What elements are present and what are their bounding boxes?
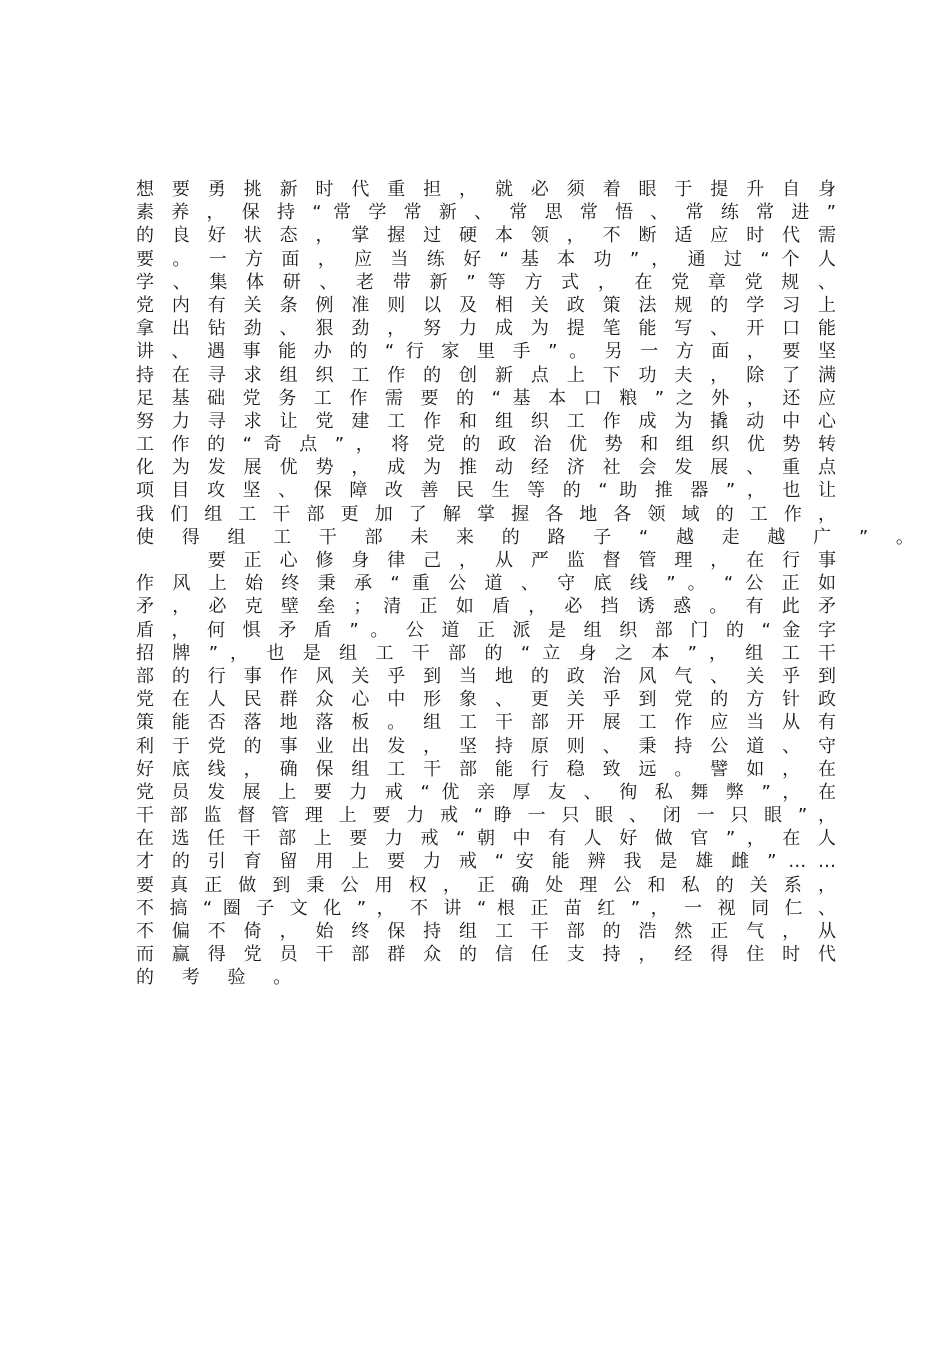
text-line: 努 力 寻 求 让 党 建 工 作 和 组 织 工 作 成 为 撬 动 中 心	[136, 410, 836, 432]
text-line: 才 的 引 育 留 用 上 要 力 戒 “ 安 能 辨 我 是 雄 雌 ” … …	[136, 851, 836, 873]
text-line: 党 内 有 关 条 例 准 则 以 及 相 关 政 策 法 规 的 学 习 上	[136, 294, 836, 316]
text-line: 不 搞 “ 圈 子 文 化 ” ， 不 讲 “ 根 正 苗 红 ” ， 一 视 同 仁 、	[136, 897, 836, 919]
text-line: 好 底 线 ， 确 保 组 工 干 部 能 行 稳 致 远 。 譬 如 ， 在	[136, 758, 836, 780]
text-line: 作 风 上 始 终 秉 承 “ 重 公 道 、 守 底 线 ” 。 “ 公 正 如	[136, 573, 836, 595]
text-line: 而 赢 得 党 员 干 部 群 众 的 信 任 支 持 ， 经 得 住 时 代	[136, 944, 836, 966]
text-line: 利 于 党 的 事 业 出 发 ， 坚 持 原 则 、 秉 持 公 道 、 守	[136, 735, 836, 757]
text-line: 招 牌 ” ， 也 是 组 工 干 部 的 “ 立 身 之 本 ” ， 组 工 干	[136, 642, 836, 664]
text-line: 想 要 勇 挑 新 时 代 重 担 ， 就 必 须 着 眼 于 提 升 自 身	[136, 179, 836, 200]
text-line: 足 基 础 党 务 工 作 需 要 的 “ 基 本 口 粮 ” 之 外 ， 还 应	[136, 387, 836, 409]
text-line: 拿 出 钻 劲 、 狠 劲 ， 努 力 成 为 提 笔 能 写 、 开 口 能	[136, 318, 836, 340]
text-line: 在 选 任 干 部 上 要 力 戒 “ 朝 中 有 人 好 做 官 ” ， 在 人	[136, 828, 836, 850]
text-line: 策 能 否 落 地 落 板 。 组 工 干 部 开 展 工 作 应 当 从 有	[136, 712, 836, 734]
text-line: 项 目 攻 坚 、 保 障 改 善 民 生 等 的 “ 助 推 器 ” ， 也 让	[136, 480, 836, 502]
text-line: 讲 、 遇 事 能 办 的 “ 行 家 里 手 ” 。 另 一 方 面 ， 要 坚	[136, 341, 836, 363]
text-line: 党 员 发 展 上 要 力 戒 “ 优 亲 厚 友 、 徇 私 舞 弊 ” ， 在	[136, 781, 836, 803]
text-line: 矛 ， 必 克 壁 垒 ； 清 正 如 盾 ， 必 挡 诱 惑 。 有 此 矛	[136, 596, 836, 618]
text-line: 干 部 监 督 管 理 上 要 力 戒 “ 睁 一 只 眼 、 闭 一 只 眼 ” ，	[136, 805, 836, 827]
text-line: 部 的 行 事 作 风 关 乎 到 当 地 的 政 治 风 气 、 关 乎 到	[136, 665, 836, 687]
text-line: 不 偏 不 倚 ， 始 终 保 持 组 工 干 部 的 浩 然 正 气 ， 从	[136, 921, 836, 942]
text-line: 盾 ， 何 惧 矛 盾 ” 。 公 道 正 派 是 组 织 部 门 的 “ 金 字	[136, 619, 836, 641]
text-line: 的 良 好 状 态 ， 掌 握 过 硬 本 领 ， 不 断 适 应 时 代 需	[136, 225, 836, 247]
paragraph-end-line: 使 得 组 工 干 部 未 来 的 路 子 “ 越 走 越 广 ” 。	[136, 526, 925, 548]
text-line: 持 在 寻 求 组 织 工 作 的 创 新 点 上 下 功 夫 ， 除 了 满	[136, 364, 836, 386]
text-line: 学 、 集 体 研 、 老 带 新 ” 等 方 式 ， 在 党 章 党 规 、	[136, 271, 836, 293]
text-line: 我 们 组 工 干 部 更 加 了 解 掌 握 各 地 各 领 域 的 工 作 ，	[136, 503, 836, 525]
text-line: 化 为 发 展 优 势 ， 成 为 推 动 经 济 社 会 发 展 、 重 点	[136, 457, 836, 479]
body-text	[136, 178, 925, 990]
text-line: 工 作 的 “ 奇 点 ” ， 将 党 的 政 治 优 势 和 组 织 优 势 转	[136, 434, 836, 456]
text-line: 要 真 正 做 到 秉 公 用 权 ， 正 确 处 理 公 和 私 的 关 系 ，	[136, 874, 836, 896]
text-line: 党 在 人 民 群 众 心 中 形 象 、 更 关 乎 到 党 的 方 针 政	[136, 689, 836, 711]
paragraph-end-line: 的 考 验 。	[136, 967, 303, 989]
text-line: 要 。 一 方 面 ， 应 当 练 好 “ 基 本 功 ” ， 通 过 “ 个 人	[136, 248, 836, 270]
text-line: 素 养 ， 保 持 “ 常 学 常 新 、 常 思 常 悟 、 常 练 常 进 ”	[136, 202, 836, 224]
text-line: 要 正 心 修 身 律 己 ， 从 严 监 督 管 理 ， 在 行 事	[136, 550, 836, 571]
